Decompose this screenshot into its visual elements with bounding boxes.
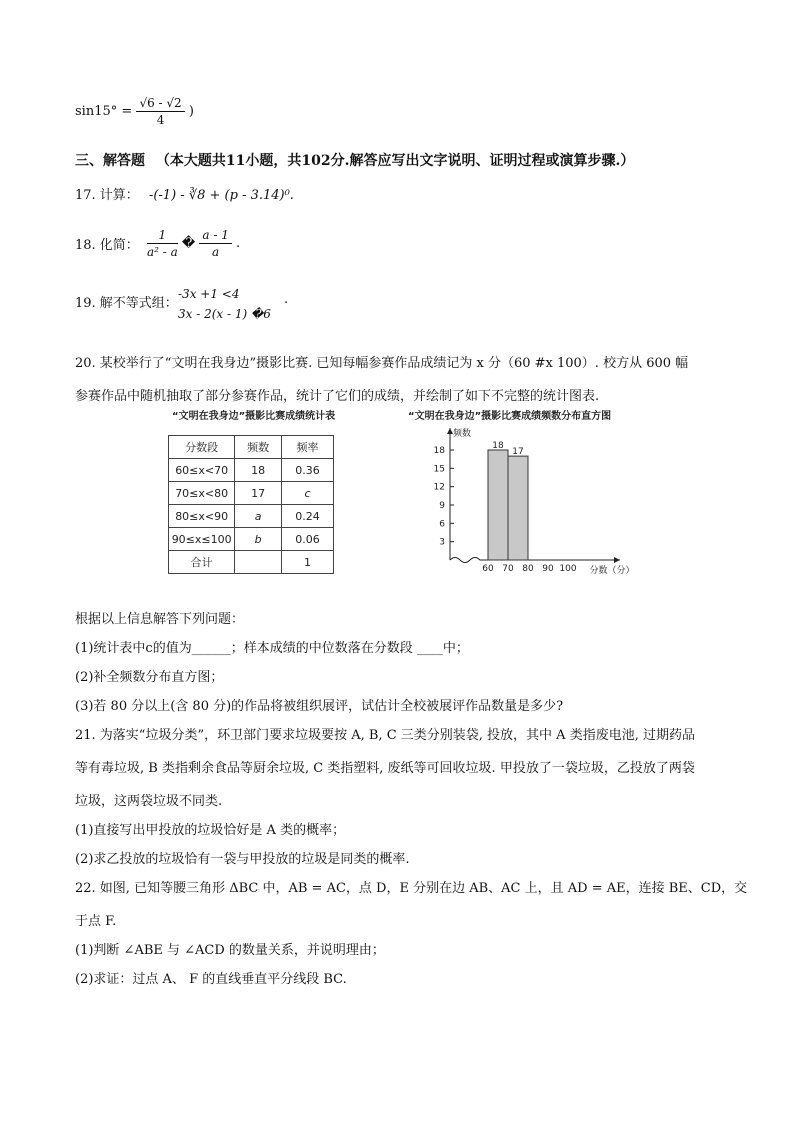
q22-line-1: 22. 如图, 已知等腰三角形 ΔBC 中，AB = AC，点 D，E 分别在边 AB、AC 上，且 AD = AE，连接 BE、CD，交 [75, 881, 748, 896]
histogram-chart [420, 420, 640, 580]
hint-close: ) [188, 104, 194, 119]
q20-line-1: 20. 某校举行了“文明在我身边”摄影比赛. 已知每幅参赛作品成绩记为 x 分（60 #x 100）. 校方从 600 幅 [75, 356, 689, 371]
x-axis-label: 分数（分） [589, 566, 635, 576]
table-cell: 合计 [169, 551, 235, 574]
hint-fraction [136, 96, 184, 127]
q22-line-2: 于点 F. [75, 914, 117, 929]
table-header: 频率 [281, 436, 333, 459]
table-cell: 70≤x<80 [169, 482, 235, 505]
y-tick-label: 6 [439, 519, 445, 530]
q18-operator: � [181, 236, 196, 251]
q18-f1-denominator: a² - a [146, 245, 178, 259]
table-header: 分数段 [169, 436, 235, 459]
y-axis-label: 频数 [453, 429, 472, 439]
table-cell: 0.24 [281, 505, 333, 528]
section-title: 三、解答题 [75, 153, 145, 169]
q17-expression: -(-1) - ∛8 + (p - 3.14)⁰. [148, 188, 294, 203]
table-row [169, 459, 334, 482]
q21-line-2: 等有毒垃圾, B 类指剩余食品等厨余垃圾, C 类指塑料, 废纸等可回收垃圾. 甲投放了一袋垃圾，乙投放了两袋 [75, 761, 695, 776]
y-tick-label: 15 [433, 464, 445, 475]
table-cell: 18 [235, 459, 282, 482]
q17-label: 17. 计算： [75, 188, 139, 203]
q20-sub-3: (3)若 80 分以上(含 80 分)的作品将被组织展评，试估计全校被展评作品数量是多少? [75, 699, 564, 714]
table-caption: “文明在我身边”摄影比赛成绩统计表 [172, 411, 336, 422]
x-tick-label: 90 [542, 564, 554, 574]
chart-title: “文明在我身边”摄影比赛成绩频数分布直方图 [408, 411, 612, 422]
y-tick-label: 12 [433, 482, 445, 493]
x-tick-label: 100 [559, 564, 577, 574]
bar-value-label: 18 [492, 441, 504, 451]
q18-f2-denominator: a [212, 245, 220, 259]
q21-sub-2: (2)求乙投放的垃圾恰有一袋与甲投放的垃圾是同类的概率. [75, 852, 410, 867]
q19-end: . [284, 292, 289, 307]
question-18 [75, 228, 240, 259]
x-tick-label: 70 [502, 564, 514, 574]
y-tick-label: 9 [439, 501, 445, 511]
table-cell: 80≤x<90 [169, 505, 235, 528]
y-tick-label: 18 [433, 446, 445, 456]
q19-label: 19. 解不等式组： [75, 296, 178, 311]
x-tick-label: 60 [482, 564, 494, 574]
q20-sub-2: (2)补全频数分布直方图； [75, 670, 224, 685]
table-cell: b [235, 528, 282, 551]
q18-end: . [236, 236, 241, 251]
table-cell: 1 [281, 551, 333, 574]
q22-sub-2: (2)求证：过点 A、 F 的直线垂直平分线段 BC. [75, 972, 347, 987]
section-note: （本大题共11小题，共102分.解答应写出文字说明、证明过程或演算步骤.） [155, 153, 635, 169]
histogram-bar [488, 450, 508, 560]
x-tick-label: 80 [522, 564, 534, 574]
q20-line-2: 参赛作品中随机抽取了部分参赛作品，统计了它们的成绩，并绘制了如下不完整的统计图表. [75, 389, 600, 404]
q22-sub-1: (1)判断 ∠ABE 与 ∠ACD 的数量关系，并说明理由； [75, 943, 385, 958]
y-tick-label: 3 [439, 537, 445, 548]
table-cell: 17 [235, 482, 282, 505]
section-heading [75, 150, 634, 170]
q18-label: 18. 化简： [75, 238, 139, 253]
question-17 [75, 184, 294, 203]
hint-lhs: sin15° [75, 104, 118, 119]
hint-eq: = [121, 104, 133, 119]
hint-denominator: 4 [156, 113, 165, 127]
q20-prompt: 根据以上信息解答下列问题： [75, 612, 245, 627]
table-header-row [169, 436, 334, 459]
table-cell: 0.36 [281, 459, 333, 482]
q18-fraction-2 [199, 228, 231, 259]
stat-table [168, 435, 334, 574]
table-cell: c [281, 482, 333, 505]
table-cell: 60≤x<70 [169, 459, 235, 482]
q19-inequality-2: 3x - 2(x - 1) �6 [178, 307, 271, 321]
table-cell: 90≤x≤100 [169, 528, 235, 551]
table-row [169, 528, 334, 551]
x-axis-arrow [614, 557, 620, 563]
bar-value-label: 17 [512, 447, 524, 458]
table-cell [235, 551, 282, 574]
q21-sub-1: (1)直接写出甲投放的垃圾恰好是 A 类的概率； [75, 823, 346, 838]
trig-hint [75, 96, 194, 127]
table-cell: a [235, 505, 282, 528]
q19-inequality-1: -3x +1 <4 [178, 287, 240, 301]
table-row [169, 482, 334, 505]
table-cell: 0.06 [281, 528, 333, 551]
histogram-bar [508, 456, 528, 560]
q18-f2-numerator: a - 1 [199, 228, 231, 244]
q18-fraction-1 [147, 228, 178, 259]
table-row [169, 551, 334, 574]
table-row [169, 505, 334, 528]
q19-system [178, 284, 271, 324]
hint-numerator: √6 - √2 [136, 96, 184, 112]
q20-sub-1: (1)统计表中c的值为______；样本成绩的中位数落在分数段 ____中； [75, 641, 469, 656]
q21-line-1: 21. 为落实“垃圾分类”，环卫部门要求垃圾要按 A, B, C 三类分别装袋, 投放，其中 A 类指废电池, 过期药品 [75, 728, 695, 743]
x-axis [450, 558, 620, 563]
q18-f1-numerator: 1 [147, 228, 178, 244]
q21-line-3: 垃圾，这两袋垃圾不同类. [75, 794, 223, 809]
table-header: 频数 [235, 436, 282, 459]
